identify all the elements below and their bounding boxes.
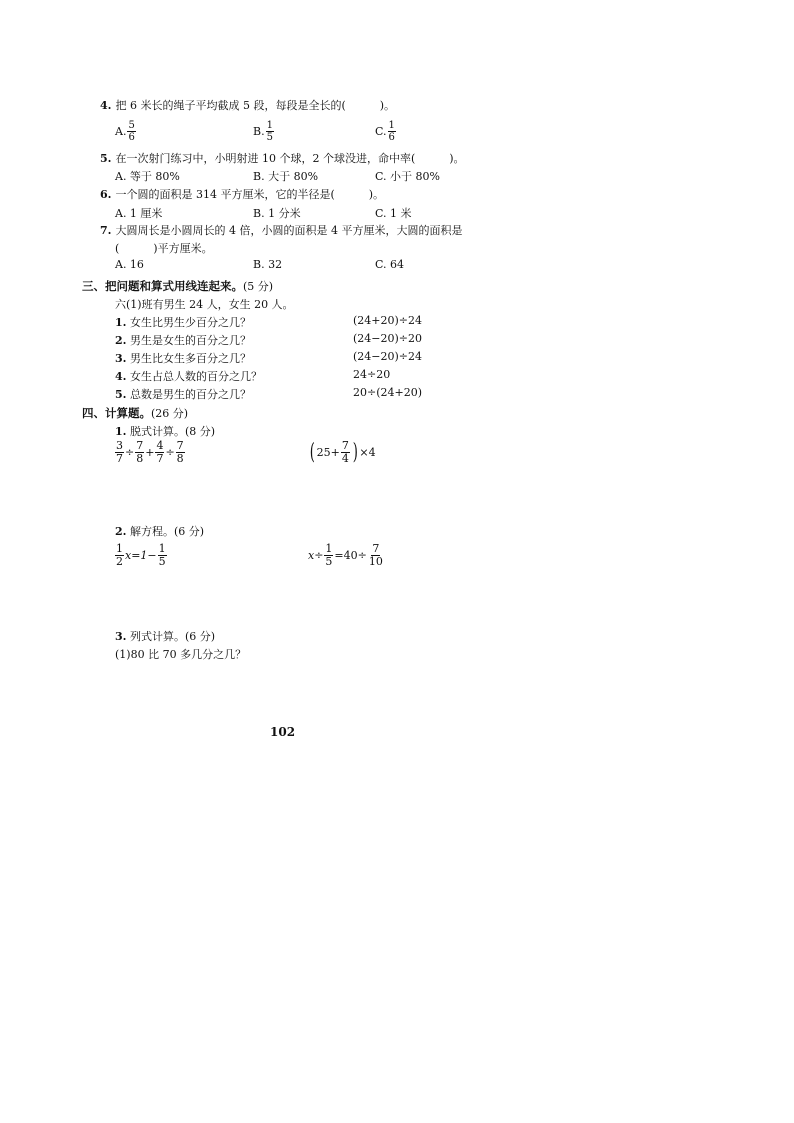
question-6 [100, 186, 384, 202]
section-4-heading [82, 405, 188, 421]
question-number: 6. [100, 187, 112, 201]
question-text: 把 6 米长的绳子平均截成 5 段，每段是全长的( [115, 99, 346, 112]
match-question-4[interactable]: 4. 女生占总人数的百分之几？ [115, 370, 262, 383]
sub-question-3: 3. 列式计算。(6 分) [115, 630, 216, 643]
question-text-end: )平方厘米。 [153, 242, 213, 255]
q4-option-a[interactable] [115, 120, 137, 143]
q4-option-c[interactable] [375, 120, 397, 143]
match-formula-2[interactable]: (24−20)÷20 [353, 332, 423, 345]
section-points: (5 分) [243, 280, 274, 293]
expression-2: ( 25+ $\frac{7}{4}$ ) ×4 [309, 439, 376, 465]
equation-2: x÷ $\frac{1}{5}$ =40÷ $\frac{7}{10}$ [308, 542, 383, 568]
option-label: C. [375, 125, 387, 138]
word-problem-1: (1)80 比 70 多几分之几？ [115, 648, 247, 661]
q4-option-b[interactable] [253, 120, 275, 143]
match-formula-4[interactable]: 24÷20 [353, 368, 391, 381]
question-number: 4. [100, 98, 112, 112]
question-text: 大圆周长是小圆周长的 4 倍，小圆的面积是 4 平方厘米，大圆的面积是 [115, 224, 463, 237]
q6-option-a[interactable]: A. 1 厘米 [115, 207, 163, 220]
q7-option-c[interactable]: C. 64 [375, 258, 405, 271]
section-title: 四、计算题。 [82, 406, 151, 420]
option-label: B. [253, 125, 265, 138]
q5-option-a[interactable]: A. 等于 80% [115, 170, 180, 183]
page-number: 102 [270, 725, 296, 739]
paren-open: ( [115, 241, 120, 255]
q6-option-b[interactable]: B. 1 分米 [253, 207, 301, 220]
q5-option-c[interactable]: C. 小于 80% [375, 170, 440, 183]
question-text: 在一次射门练习中，小明射进 10 个球，2 个球没进，命中率( [115, 152, 416, 165]
match-formula-1[interactable]: (24+20)÷24 [353, 314, 423, 327]
question-number: 5. [100, 151, 112, 165]
section-title: 三、把问题和算式用线连起来。 [82, 279, 243, 293]
section-points: (26 分) [151, 407, 189, 420]
section-3-heading [82, 278, 273, 294]
expression-1: $\frac{3}{7}$ ÷ $\frac{7}{8}$ + $\frac{4}{7}$ ÷ $\frac{7}{8}$ [116, 439, 184, 465]
match-formula-3[interactable]: (24−20)÷24 [353, 350, 423, 363]
question-7-line2 [115, 240, 213, 256]
question-5 [100, 150, 465, 166]
q5-option-b[interactable]: B. 大于 80% [253, 170, 319, 183]
question-7 [100, 222, 462, 238]
match-question-3[interactable]: 3. 男生比女生多百分之几？ [115, 352, 251, 365]
match-formula-5[interactable]: 20÷(24+20) [353, 386, 423, 399]
question-text-end: )。 [379, 99, 396, 112]
q6-option-c[interactable]: C. 1 米 [375, 207, 412, 220]
question-text-end: )。 [368, 188, 385, 201]
match-question-5[interactable]: 5. 总数是男生的百分之几？ [115, 388, 251, 401]
question-text-end: )。 [449, 152, 465, 165]
match-question-1[interactable]: 1. 女生比男生少百分之几？ [115, 316, 251, 329]
question-number: 7. [100, 223, 112, 237]
fraction: $\frac{1}{6}$ [388, 120, 395, 143]
section-3-intro: 六(1)班有男生 24 人，女生 20 人。 [115, 298, 294, 311]
sub-question-2: 2. 解方程。(6 分) [115, 525, 205, 538]
question-4 [100, 97, 395, 113]
sub-question-1: 1. 脱式计算。(8 分) [115, 425, 216, 438]
match-question-2[interactable]: 2. 男生是女生的百分之几？ [115, 334, 251, 347]
option-label: A. [115, 125, 127, 138]
fraction: $\frac{1}{5}$ [266, 120, 273, 143]
q7-option-b[interactable]: B. 32 [253, 258, 283, 271]
fraction: $\frac{5}{6}$ [128, 120, 135, 143]
equation-1: $\frac{1}{2}$ x=1− $\frac{1}{5}$ [116, 542, 166, 568]
question-text: 一个圆的面积是 314 平方厘米，它的半径是( [115, 188, 335, 201]
q7-option-a[interactable]: A. 16 [115, 258, 144, 271]
